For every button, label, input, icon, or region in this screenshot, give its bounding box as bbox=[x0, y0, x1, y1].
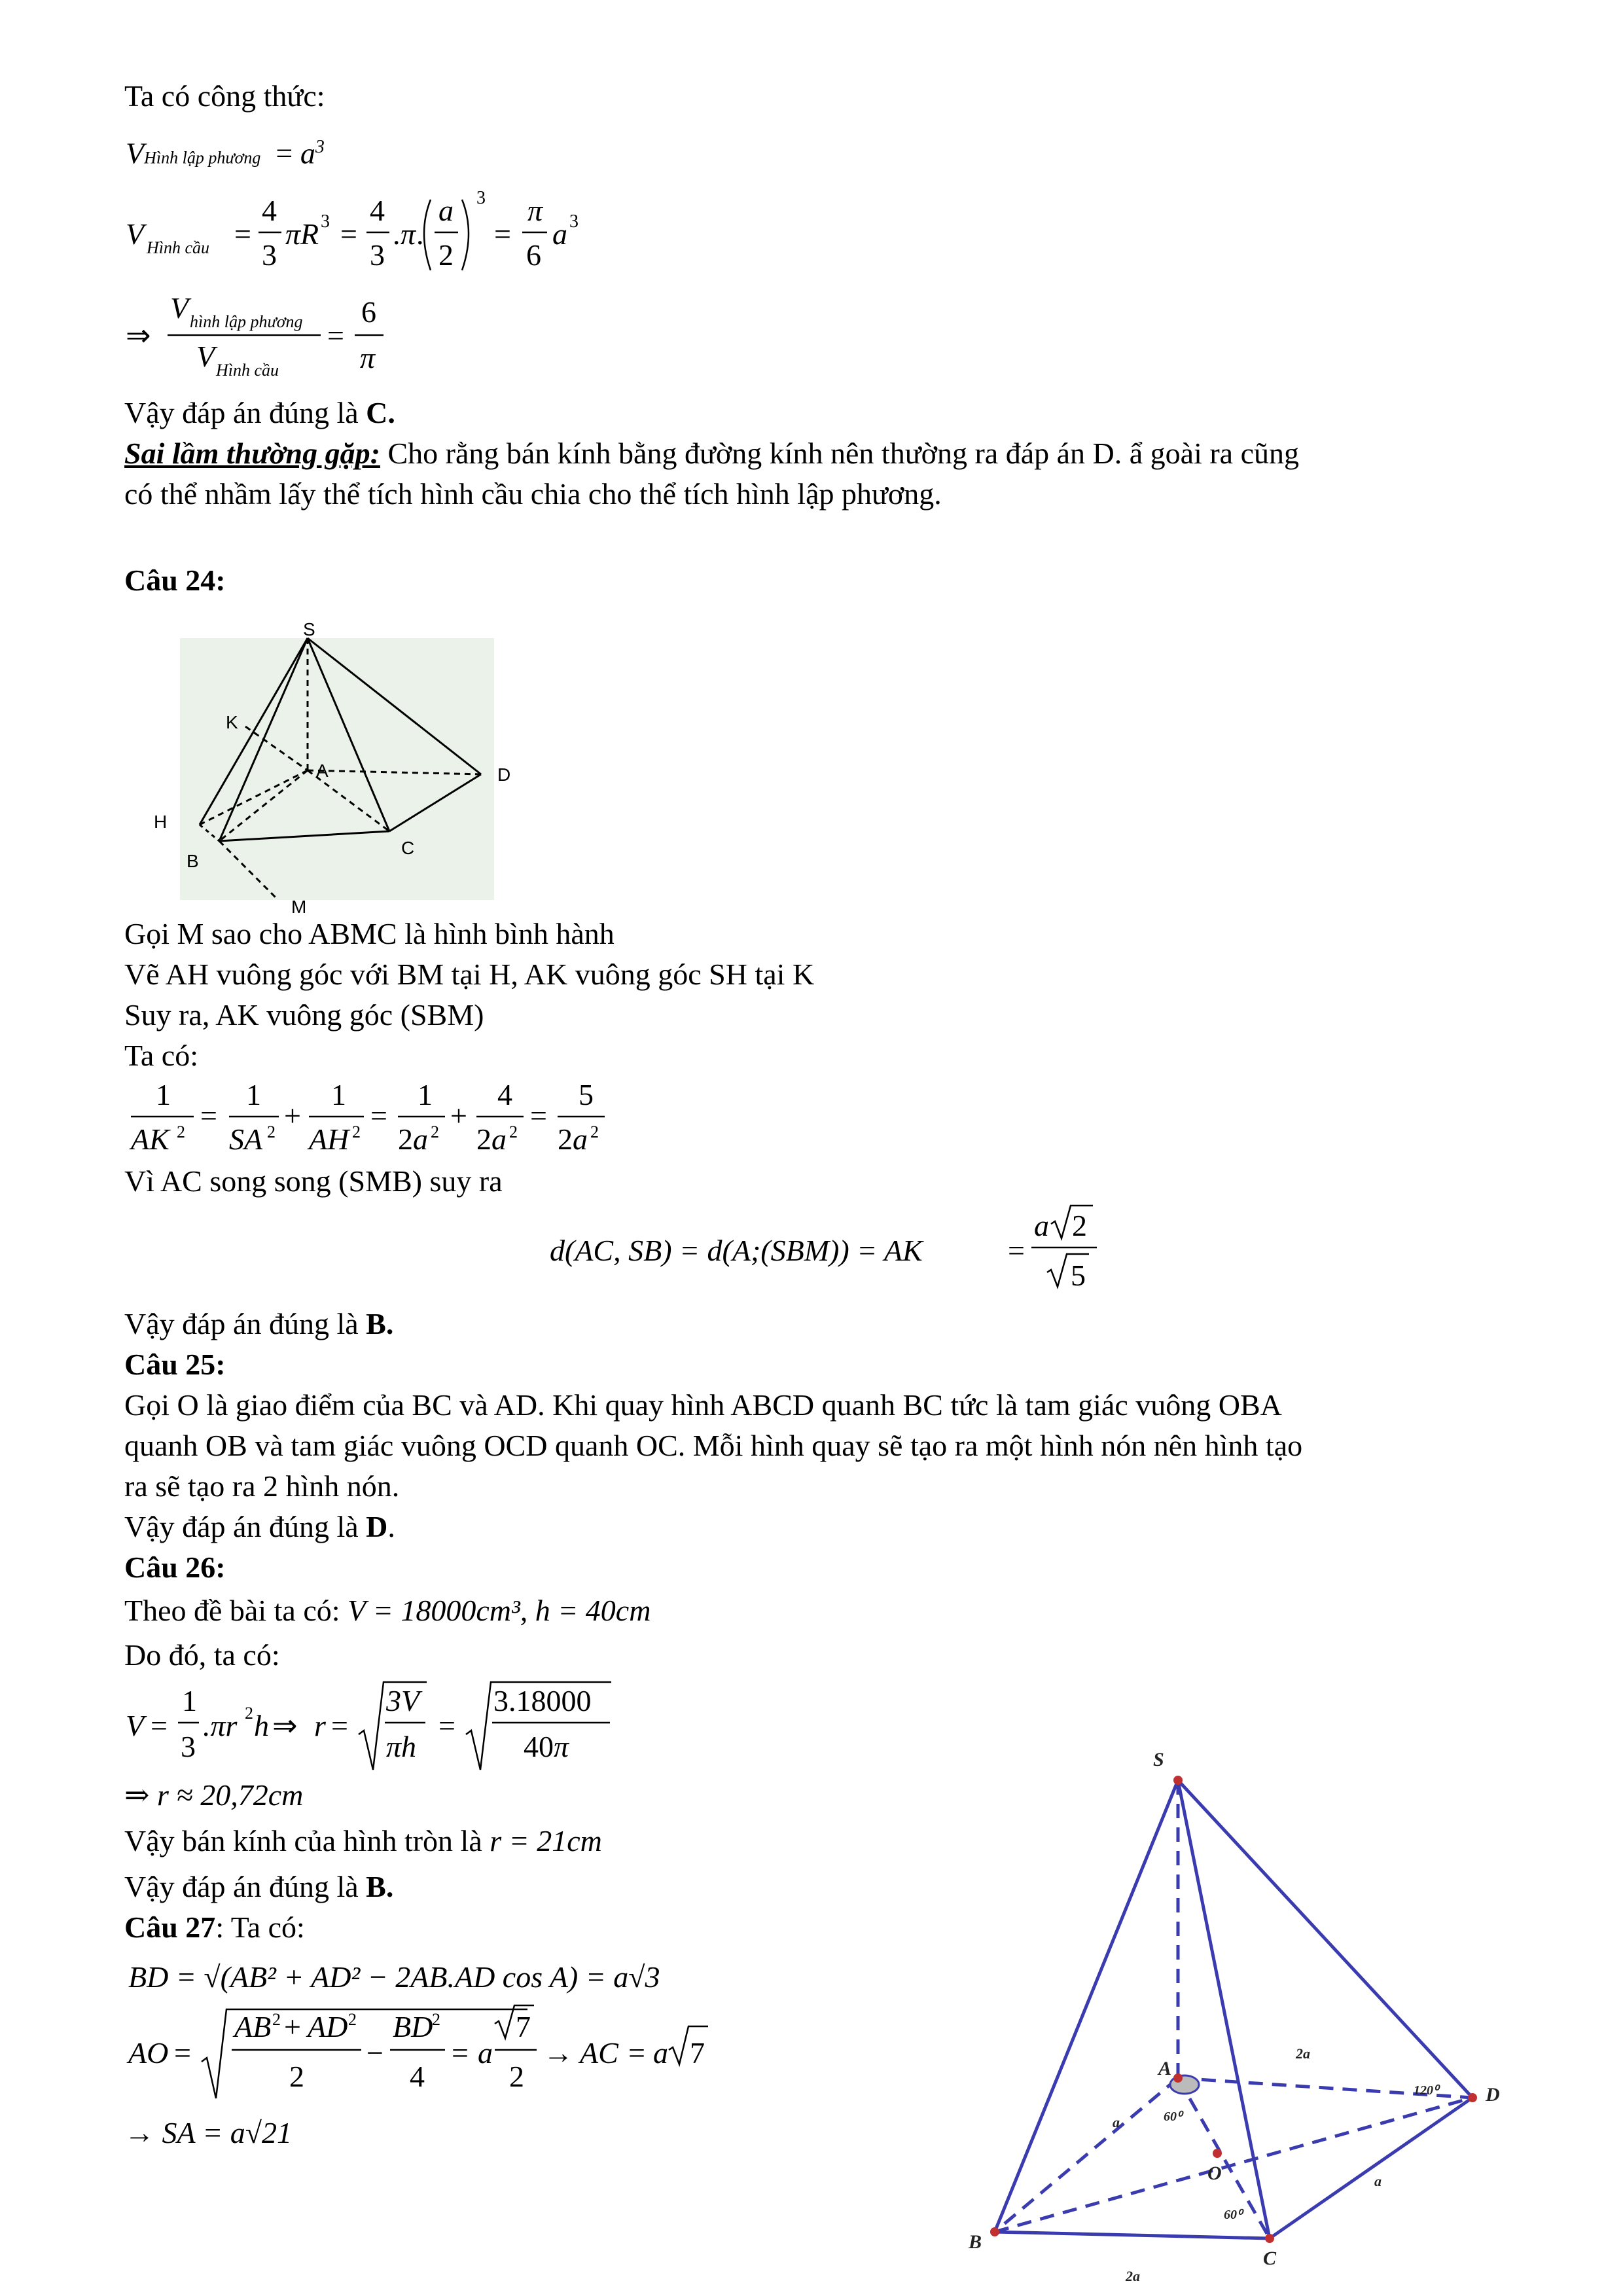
answer-d: Vậy đáp án đúng là D. bbox=[124, 1510, 395, 1543]
svg-text:SA: SA bbox=[229, 1122, 263, 1156]
q26-r-value: r = 21cm bbox=[490, 1824, 602, 1857]
svg-text:3: 3 bbox=[262, 238, 277, 272]
svg-text:6: 6 bbox=[526, 238, 541, 272]
svg-text:2: 2 bbox=[509, 1122, 518, 1141]
fig1-label-s: S bbox=[303, 619, 315, 639]
svg-text:=: = bbox=[174, 2036, 191, 2070]
q26-heading: Câu 26: bbox=[124, 1551, 226, 1584]
svg-text:2a: 2a bbox=[398, 1122, 428, 1156]
fig2-point-d bbox=[1468, 2093, 1477, 2102]
svg-text:3: 3 bbox=[370, 238, 385, 272]
q27-heading bbox=[124, 1909, 305, 1946]
svg-text:π: π bbox=[360, 341, 376, 374]
q27-label: Câu 27 bbox=[124, 1910, 216, 1944]
q24-line-4: Ta có: bbox=[124, 1039, 199, 1072]
fig2-edge-bc: 2a bbox=[1126, 2268, 1140, 2284]
mistake-line-1 bbox=[124, 435, 1299, 473]
svg-text:a: a bbox=[552, 217, 567, 251]
svg-text:4: 4 bbox=[497, 1078, 512, 1111]
answer-c-text: Vậy đáp án đúng là bbox=[124, 396, 366, 429]
formula-v-cube: VHình lập phương = $a^3$ bbox=[126, 136, 325, 170]
svg-text:a: a bbox=[438, 194, 454, 227]
svg-text:V: V bbox=[170, 291, 189, 325]
fig2-angle-2: 60⁰ bbox=[1224, 2208, 1243, 2222]
svg-text:3: 3 bbox=[476, 188, 486, 208]
fig1-label-d: D bbox=[497, 764, 511, 785]
fig2-label-s: S bbox=[1153, 1749, 1164, 1770]
q24-line-1: Gọi M sao cho ABMC là hình bình hành bbox=[124, 917, 615, 950]
svg-text:4: 4 bbox=[410, 2060, 425, 2093]
svg-text:V: V bbox=[126, 217, 145, 251]
svg-text:1: 1 bbox=[246, 1078, 261, 1111]
answer-b1-text: Vậy đáp án đúng là bbox=[124, 1307, 366, 1340]
svg-text:1: 1 bbox=[156, 1078, 171, 1111]
svg-text:AH: AH bbox=[309, 1122, 349, 1156]
svg-text:+: + bbox=[284, 1099, 301, 1132]
svg-text:2: 2 bbox=[431, 1122, 439, 1141]
svg-text:AD: AD bbox=[308, 2010, 348, 2043]
q25-para-1: Gọi O là giao điểm của BC và AD. Khi quay hình ABCD quanh BC tức là tam giác vuông OBA bbox=[124, 1388, 1282, 1422]
formula-q24-distance bbox=[550, 1204, 1113, 1302]
svg-text:3: 3 bbox=[321, 211, 330, 232]
fig2-angle-1: 60⁰ bbox=[1164, 2109, 1183, 2124]
answer-c-letter: C. bbox=[366, 396, 395, 429]
svg-text:π: π bbox=[527, 194, 543, 227]
svg-text:4: 4 bbox=[262, 194, 277, 227]
q24-heading: Câu 24: bbox=[124, 564, 226, 597]
svg-text:40π: 40π bbox=[524, 1730, 569, 1763]
svg-text:πR: πR bbox=[285, 217, 319, 251]
figure-q27-svg bbox=[955, 1728, 1531, 2291]
svg-text:2: 2 bbox=[1072, 1209, 1087, 1242]
fig2-point-b bbox=[990, 2227, 999, 2236]
q25-heading: Câu 25: bbox=[124, 1348, 226, 1381]
fig2-edge-cd: a bbox=[1374, 2173, 1382, 2189]
fig2-point-s bbox=[1173, 1776, 1183, 1785]
q26-line-3 bbox=[124, 1822, 602, 1860]
q26-given: V = 18000cm³, h = 40cm bbox=[348, 1594, 651, 1627]
fig2-point-o bbox=[1213, 2149, 1222, 2158]
v-sphere-subscript: Hình cầu bbox=[147, 238, 210, 257]
svg-text:AK: AK bbox=[131, 1122, 169, 1156]
formula-ratio-svg bbox=[124, 288, 465, 386]
svg-text:AB: AB bbox=[234, 2010, 272, 2043]
svg-text:=: = bbox=[331, 1709, 348, 1742]
svg-text:a: a bbox=[1034, 1209, 1049, 1242]
fig1-label-b: B bbox=[187, 851, 199, 871]
svg-text:3V: 3V bbox=[386, 1684, 420, 1717]
svg-text:=: = bbox=[494, 217, 511, 251]
svg-text:.: . bbox=[393, 217, 401, 251]
svg-text:⇒: ⇒ bbox=[272, 1709, 298, 1742]
svg-text:2a: 2a bbox=[476, 1122, 507, 1156]
ratio-top-subscript: hình lập phương bbox=[190, 312, 303, 331]
svg-text:=: = bbox=[151, 1709, 168, 1742]
svg-text:1: 1 bbox=[331, 1078, 346, 1111]
fig2-edge-ab: a bbox=[1113, 2114, 1120, 2130]
svg-text:r: r bbox=[314, 1709, 326, 1742]
answer-b2-text: Vậy đáp án đúng là bbox=[124, 1870, 366, 1903]
q26-line-1-text: Theo đề bài ta có: bbox=[124, 1594, 348, 1627]
figure-q24 bbox=[141, 619, 533, 913]
svg-text:πh: πh bbox=[386, 1730, 417, 1763]
svg-text:=: = bbox=[327, 319, 344, 352]
svg-text:2: 2 bbox=[509, 2060, 524, 2093]
svg-text:h: h bbox=[254, 1709, 269, 1742]
svg-text:7: 7 bbox=[516, 2010, 531, 2043]
q25-para-3: ra sẽ tạo ra 2 hình nón. bbox=[124, 1469, 400, 1503]
svg-text:=: = bbox=[438, 1709, 455, 1742]
fig2-edge-ad: 2a bbox=[1296, 2045, 1310, 2062]
fig2-point-c bbox=[1265, 2234, 1274, 2243]
svg-text:+: + bbox=[284, 2010, 301, 2043]
svg-text:=: = bbox=[370, 1099, 387, 1132]
fig2-label-c: C bbox=[1263, 2248, 1277, 2269]
formula-q24-distance-svg bbox=[550, 1204, 1113, 1302]
svg-text:6: 6 bbox=[361, 295, 376, 329]
svg-text:⇒: ⇒ bbox=[126, 319, 151, 352]
q26-line-3-text: Vậy bán kính của hình tròn là bbox=[124, 1824, 490, 1857]
svg-text:=: = bbox=[530, 1099, 547, 1132]
formula-q27-ao bbox=[124, 2003, 779, 2108]
svg-text:V: V bbox=[196, 340, 215, 373]
mistake-line-2: có thể nhầm lấy thể tích hình cầu chia cho thể tích hình lập phương. bbox=[124, 477, 942, 511]
fig2-label-o: O bbox=[1207, 2162, 1222, 2184]
svg-text:2: 2 bbox=[272, 2010, 281, 2029]
formula-q26-radius bbox=[124, 1676, 635, 1780]
fig2-label-a: A bbox=[1158, 2058, 1172, 2079]
svg-text:2: 2 bbox=[352, 1122, 361, 1141]
svg-text:.πr: .πr bbox=[203, 1709, 238, 1742]
svg-text:=: = bbox=[200, 1099, 217, 1132]
mistake-text: Cho rằng bán kính bằng đường kính nên thường ra đáp án D. ẩ goài ra cũng bbox=[380, 437, 1300, 470]
fig1-label-m: M bbox=[291, 897, 307, 913]
svg-text:a: a bbox=[653, 2036, 668, 2070]
formula-ratio bbox=[124, 288, 465, 386]
fig2-point-a bbox=[1173, 2073, 1183, 2083]
formula-v-sphere-svg bbox=[124, 187, 648, 285]
answer-d-letter: D bbox=[366, 1510, 388, 1543]
formula-q24-ak-svg bbox=[124, 1073, 713, 1158]
q25-para-2: quanh OB và tam giác vuông OCD quanh OC. Mỗi hình quay sẽ tạo ra một hình nón nên hình tạo bbox=[124, 1429, 1303, 1462]
fig1-label-a: A bbox=[316, 761, 329, 781]
svg-text:=: = bbox=[234, 217, 251, 251]
svg-text:2: 2 bbox=[438, 238, 454, 272]
v-cube-subscript: Hình lập phương bbox=[144, 148, 261, 168]
svg-text:a: a bbox=[478, 2036, 493, 2070]
answer-b2-letter: B. bbox=[366, 1870, 394, 1903]
formula-q27-bd: BD = √(AB² + AD² − 2AB.AD cos A) = a√3 bbox=[128, 1960, 660, 1994]
svg-text:2: 2 bbox=[245, 1704, 253, 1723]
svg-text:2: 2 bbox=[289, 2060, 304, 2093]
svg-text:5: 5 bbox=[1071, 1259, 1086, 1292]
svg-text:V: V bbox=[126, 1709, 145, 1742]
q26-line-1 bbox=[124, 1592, 651, 1630]
fig2-angle-3: 120⁰ bbox=[1414, 2083, 1439, 2098]
svg-text:+: + bbox=[450, 1099, 467, 1132]
answer-b2 bbox=[124, 1868, 393, 1906]
svg-text:2: 2 bbox=[348, 2010, 357, 2029]
svg-text:=: = bbox=[1008, 1234, 1025, 1267]
intro-line: Ta có công thức: bbox=[124, 79, 325, 113]
q24-distance-text: d(AC, SB) = d(A;(SBM)) = AK bbox=[550, 1234, 923, 1267]
svg-text:4: 4 bbox=[370, 194, 385, 227]
svg-text:5: 5 bbox=[579, 1078, 594, 1111]
svg-text:.: . bbox=[416, 217, 424, 251]
svg-text:−: − bbox=[366, 2036, 383, 2070]
svg-text:3: 3 bbox=[181, 1730, 196, 1763]
fig1-label-k: K bbox=[226, 712, 238, 732]
svg-text:AO: AO bbox=[128, 2036, 169, 2070]
svg-text:→: → bbox=[543, 2036, 573, 2070]
fig1-label-c: C bbox=[401, 838, 415, 858]
fig2-label-d: D bbox=[1486, 2084, 1500, 2106]
figure-q24-svg bbox=[141, 619, 533, 913]
formula-v-sphere bbox=[124, 187, 648, 285]
svg-text:2: 2 bbox=[432, 2010, 440, 2029]
q27-tail: : Ta có: bbox=[215, 1910, 305, 1944]
q24-line-2: Vẽ AH vuông góc với BM tại H, AK vuông góc SH tại K bbox=[124, 958, 815, 991]
ratio-bot-subscript: Hình cầu bbox=[216, 361, 279, 380]
svg-text:1: 1 bbox=[418, 1078, 433, 1111]
svg-text:1: 1 bbox=[182, 1684, 197, 1717]
formula-q26-radius-svg bbox=[124, 1676, 635, 1780]
figure-q24-background bbox=[180, 638, 494, 900]
q26-line-2: Do đó, ta có: bbox=[124, 1638, 280, 1672]
formula-q27-ao-svg bbox=[124, 2003, 779, 2108]
svg-text:7: 7 bbox=[690, 2036, 705, 2070]
svg-text:=: = bbox=[452, 2036, 469, 2070]
q24-line-3: Suy ra, AK vuông góc (SBM) bbox=[124, 998, 484, 1031]
answer-c bbox=[124, 394, 395, 432]
svg-text:3.18000: 3.18000 bbox=[493, 1684, 592, 1717]
figure-q27 bbox=[955, 1728, 1531, 2291]
svg-text:2: 2 bbox=[267, 1122, 276, 1141]
svg-text:AC: AC bbox=[580, 2036, 618, 2070]
svg-text:2: 2 bbox=[177, 1122, 185, 1141]
formula-q24-ak bbox=[124, 1073, 713, 1158]
fig1-label-h: H bbox=[154, 812, 168, 832]
answer-b1-letter: B. bbox=[366, 1307, 394, 1340]
mistake-label: Sai lầm thường gặp: bbox=[124, 437, 380, 470]
svg-text:π: π bbox=[401, 217, 416, 251]
svg-text:3: 3 bbox=[569, 211, 579, 232]
svg-text:2: 2 bbox=[590, 1122, 599, 1141]
svg-text:BD: BD bbox=[393, 2010, 433, 2043]
fig2-label-b: B bbox=[969, 2231, 982, 2253]
q26-r-approx: ⇒ r ≈ 20,72cm bbox=[124, 1778, 304, 1812]
svg-text:=: = bbox=[340, 217, 357, 251]
answer-b1 bbox=[124, 1305, 393, 1343]
formula-q27-sa: → SA = a√21 bbox=[124, 2116, 293, 2149]
q24-line-5: Vì AC song song (SMB) suy ra bbox=[124, 1164, 503, 1198]
svg-text:2a: 2a bbox=[558, 1122, 588, 1156]
answer-d-text: Vậy đáp án đúng là bbox=[124, 1510, 366, 1543]
svg-text:=: = bbox=[628, 2036, 645, 2070]
